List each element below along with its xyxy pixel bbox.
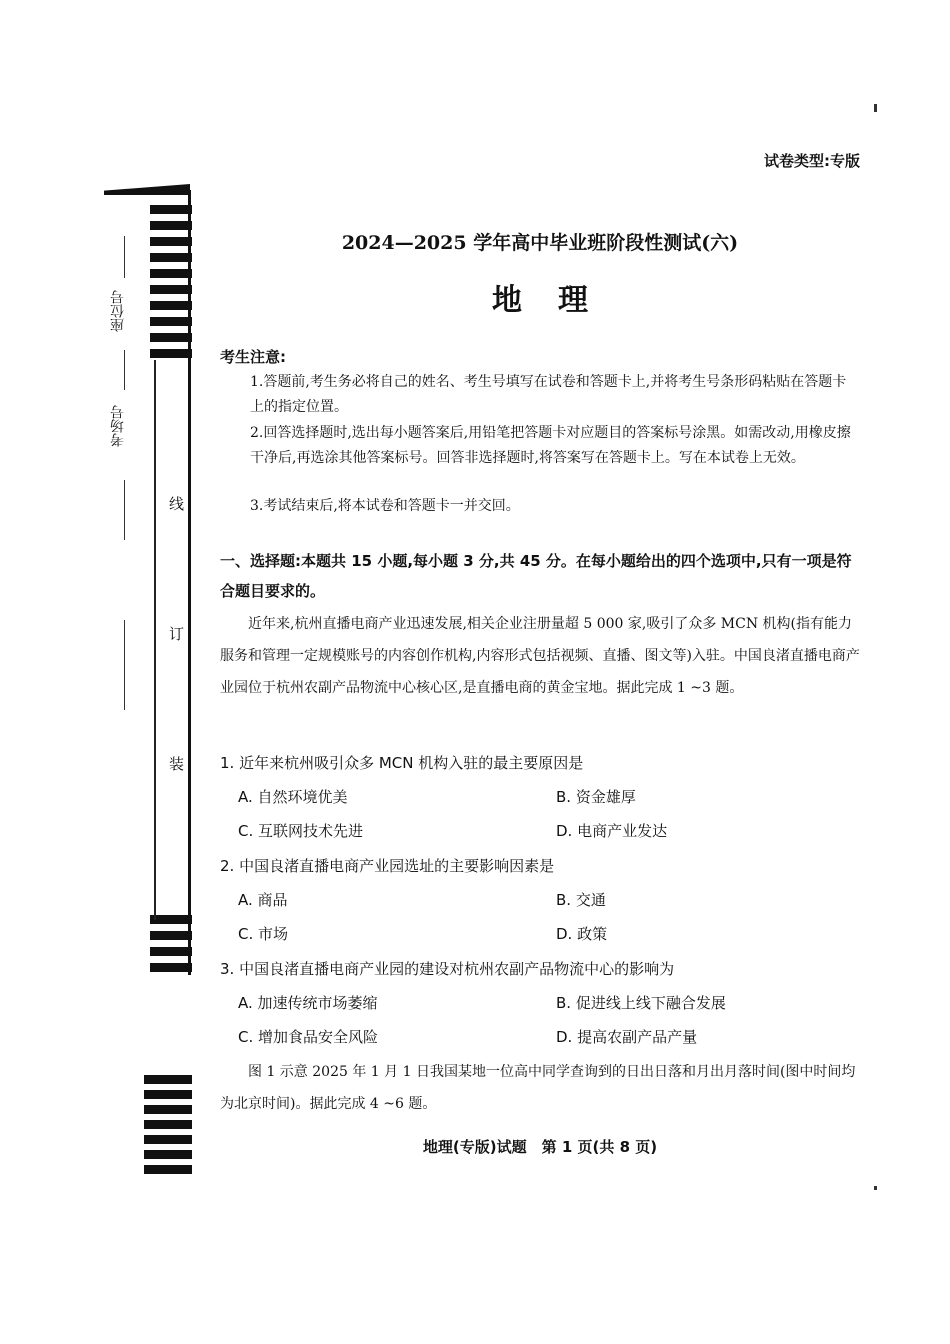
- scan-speck: [874, 1186, 877, 1190]
- binding-stripe: [150, 349, 192, 358]
- question-1-stem: 1. 近年来杭州吸引众多 MCN 机构入驻的最主要原因是: [220, 754, 584, 772]
- notice-heading: 考生注意:: [220, 348, 286, 366]
- binding-stripe: [144, 1165, 192, 1174]
- binding-stripe: [150, 947, 192, 956]
- binding-low-blocks: [144, 1075, 192, 1175]
- passage-2: 图 1 示意 2025 年 1 月 1 日我国某地一位高中同学查询到的日出日落和月出月落时间(图中时间均为北京时间)。据此完成 4 ~6 题。: [220, 1064, 856, 1112]
- paper-type: 试卷类型:专版: [764, 152, 860, 170]
- binding-stripe: [144, 1105, 192, 1114]
- binding-stripe: [150, 333, 192, 342]
- binding-stripe: [150, 915, 192, 924]
- question-3-option-c: C. 增加食品安全风险: [238, 1028, 379, 1046]
- binding-stripe: [150, 221, 192, 230]
- binding-stripe: [144, 1135, 192, 1144]
- binding-inner-rule: [154, 360, 156, 920]
- exam-room-label: 考场号: [110, 405, 126, 447]
- question-3-option-b: B. 促进线上线下融合发展: [556, 994, 726, 1012]
- binding-stripe: [144, 1090, 192, 1099]
- binding-stripe: [150, 285, 192, 294]
- seat-line-2: [124, 350, 125, 390]
- scan-speck: [874, 104, 877, 112]
- binding-stripe: [144, 1150, 192, 1159]
- binding-stripe: [150, 253, 192, 262]
- section-heading: 一、选择题:本题共 15 小题,每小题 3 分,共 45 分。在每小题给出的四个选项中,只有一项是符合题目要求的。: [220, 552, 852, 600]
- binding-stripe: [144, 1075, 192, 1084]
- cut-mark-order: 订: [167, 626, 185, 641]
- question-1-option-b: B. 资金雄厚: [556, 788, 636, 806]
- binding-stripe: [150, 931, 192, 940]
- passage-1: 近年来,杭州直播电商产业迅速发展,相关企业注册量超 5 000 家,吸引了众多 MCN 机构(指有能力服务和管理一定规模账号的内容创作机构,内容形式包括视频、直播、图文等)入驻。中国良渚直播电商产业园位于杭州农副产品物流中心核心区,是直播电商的黄金宝地。据此完成 1 ~3 题。: [220, 616, 860, 696]
- seat-number-label: 座位号: [110, 290, 126, 332]
- binding-stripe: [150, 269, 192, 278]
- binding-stripe: [150, 301, 192, 310]
- subject-title: 地理: [492, 283, 624, 318]
- binding-top-bar: [104, 184, 190, 195]
- question-3-stem: 3. 中国良渚直播电商产业园的建设对杭州农副产品物流中心的影响为: [220, 960, 675, 978]
- page-footer: 地理(专版)试题 第 1 页(共 8 页): [422, 1138, 658, 1156]
- cut-mark-bind: 装: [167, 756, 185, 771]
- notice-item-3: 3.考试结束后,将本试卷和答题卡一并交回。: [250, 498, 520, 514]
- binding-stripes: [150, 195, 192, 975]
- question-1-option-c: C. 互联网技术先进: [238, 822, 364, 840]
- name-line: [124, 620, 125, 710]
- question-2-option-b: B. 交通: [556, 891, 606, 909]
- binding-stripe: [144, 1120, 192, 1129]
- binding-stripe: [150, 205, 192, 214]
- binding-stripe: [150, 963, 192, 972]
- question-3-option-d: D. 提高农副产品产量: [556, 1028, 698, 1046]
- notice-item-2: 2.回答选择题时,选出每小题答案后,用铅笔把答题卡对应题目的答案标号涂黑。如需改动,用橡皮擦干净后,再选涂其他答案标号。回答非选择题时,将答案写在答题卡上。写在本试卷上无效。: [250, 425, 851, 466]
- binding-stripe: [150, 317, 192, 326]
- exam-title: 2024—2025 学年高中毕业班阶段性测试(六): [341, 232, 739, 254]
- question-2-option-c: C. 市场: [238, 925, 289, 943]
- question-3-option-a: A. 加速传统市场萎缩: [238, 994, 378, 1012]
- question-2-stem: 2. 中国良渚直播电商产业园选址的主要影响因素是: [220, 857, 555, 875]
- binding-stripe: [150, 237, 192, 246]
- question-2-option-a: A. 商品: [238, 891, 288, 909]
- question-2-option-d: D. 政策: [556, 925, 608, 943]
- notice-item-1: 1.答题前,考生务必将自己的姓名、考生号填写在试卷和答题卡上,并将考生号条形码粘贴在答题卡上的指定位置。: [250, 374, 847, 415]
- question-1-option-a: A. 自然环境优美: [238, 788, 348, 806]
- seat-number-line: [124, 236, 125, 278]
- cut-mark-line: 线: [167, 496, 185, 511]
- exam-room-line: [124, 480, 125, 540]
- question-1-option-d: D. 电商产业发达: [556, 822, 668, 840]
